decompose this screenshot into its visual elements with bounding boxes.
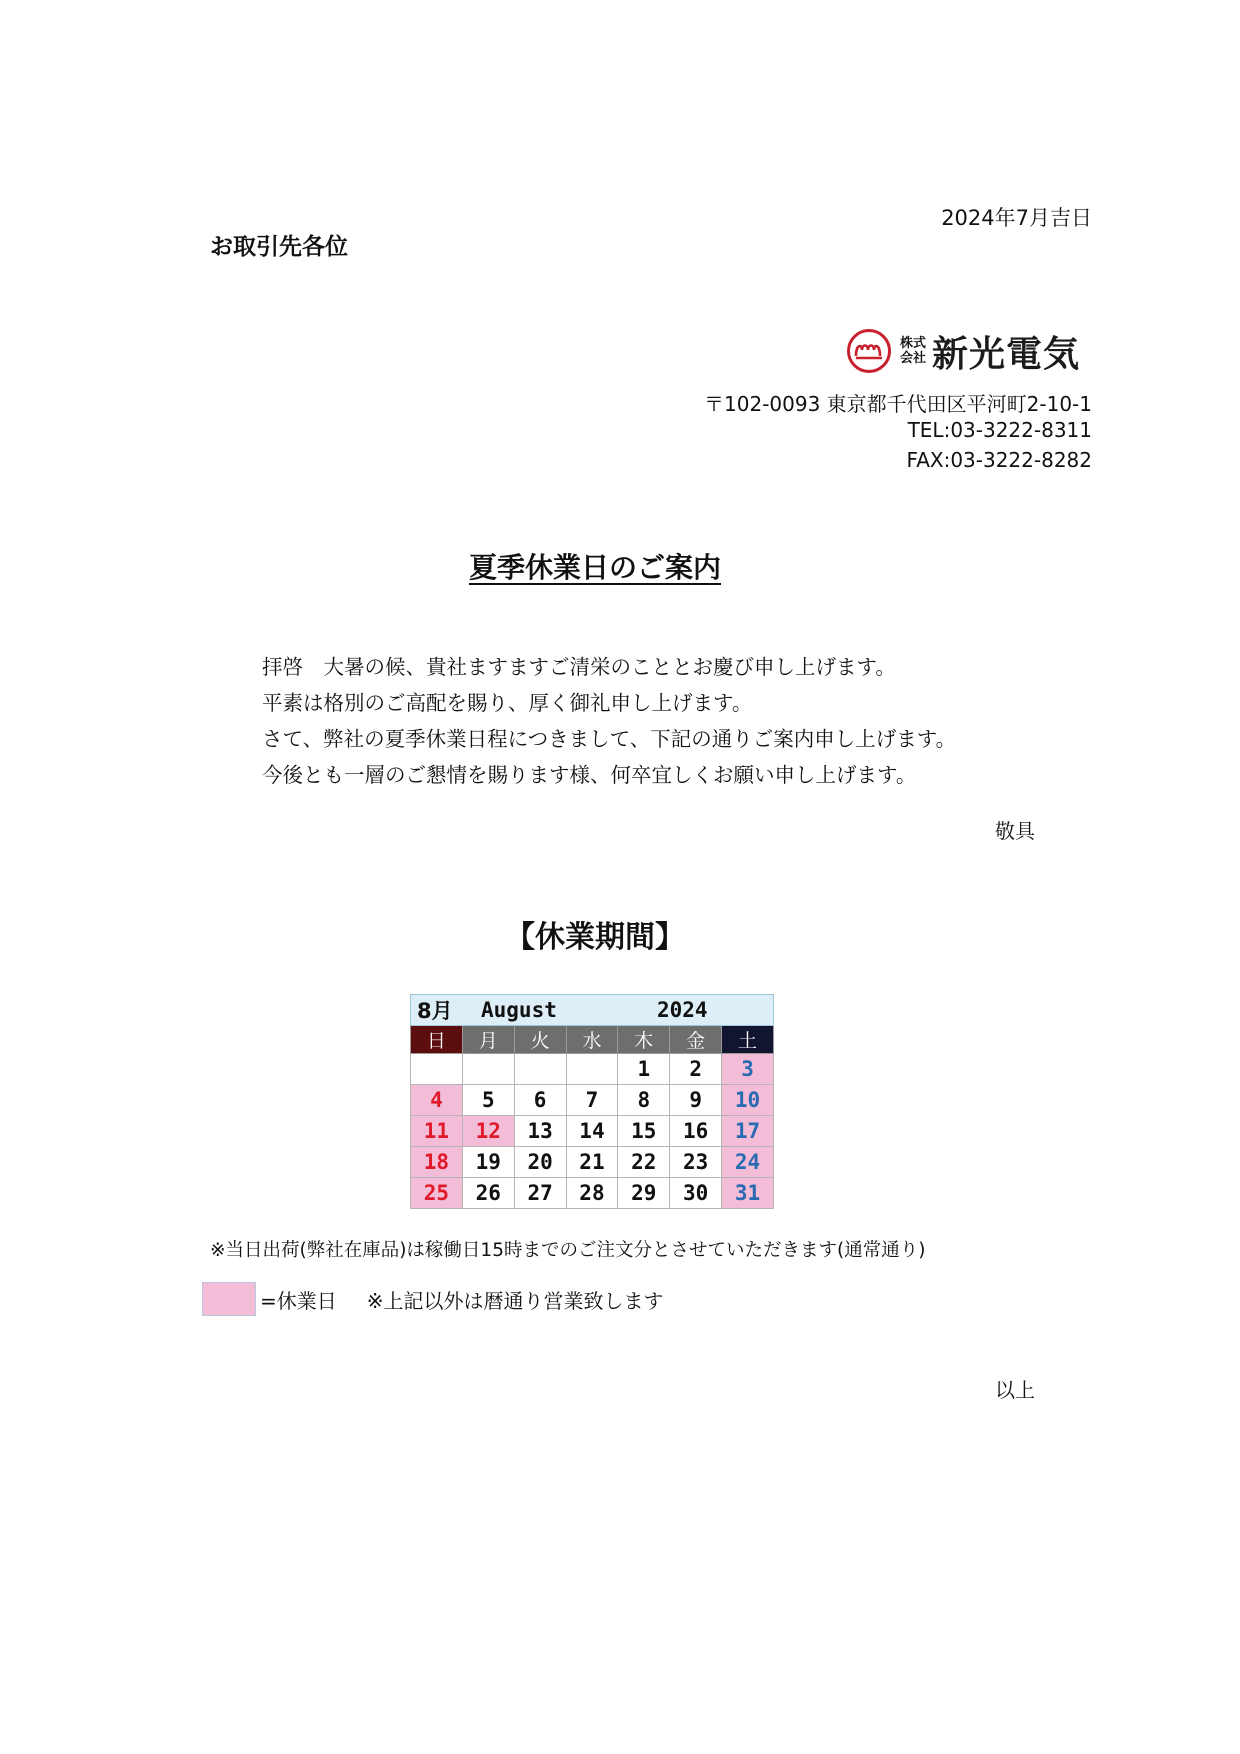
calendar-day: 20 — [514, 1147, 566, 1178]
calendar-day: 7 — [566, 1085, 618, 1116]
calendar-day — [462, 1054, 514, 1085]
document-title: 夏季休業日のご案内 — [468, 551, 721, 584]
body-line-2: 平素は格別のご高配を賜り、厚く御礼申し上げます。 — [262, 691, 753, 715]
weekday-thu: 木 — [618, 1026, 670, 1054]
calendar-day-holiday: 12 — [462, 1116, 514, 1147]
calendar-day — [566, 1054, 618, 1085]
calendar-day: 2 — [670, 1054, 722, 1085]
weekday-wed: 水 — [566, 1026, 618, 1054]
calendar-day: 14 — [566, 1116, 618, 1147]
body-line-3: さて、弊社の夏季休業日程につきまして、下記の通りご案内申し上げます。 — [262, 727, 957, 751]
logo-company-type — [900, 336, 926, 366]
calendar-header — [411, 995, 774, 1026]
legend-label: =休業日 — [260, 1288, 337, 1313]
company-address: 〒102-0093 東京都千代田区平河町2-10-1 — [704, 392, 1092, 416]
company-logo — [846, 326, 1080, 376]
weekday-mon: 月 — [462, 1026, 514, 1054]
recipient: お取引先各位 — [210, 234, 348, 260]
calendar-week — [411, 1147, 774, 1178]
holiday-color-swatch — [202, 1282, 256, 1316]
calendar-day: 19 — [462, 1147, 514, 1178]
body-line-1: 拝啓 大暑の候、貴社ますますご清栄のこととお慶び申し上げます。 — [262, 655, 896, 679]
calendar-day-holiday: 3 — [722, 1054, 774, 1085]
calendar-day: 21 — [566, 1147, 618, 1178]
calendar-day-holiday: 4 — [411, 1085, 463, 1116]
calendar-day: 1 — [618, 1054, 670, 1085]
weekday-sat: 土 — [722, 1026, 774, 1054]
calendar-day-holiday: 18 — [411, 1147, 463, 1178]
calendar-day: 15 — [618, 1116, 670, 1147]
calendar-month-label: 8月 — [417, 999, 453, 1023]
calendar-day-holiday: 17 — [722, 1116, 774, 1147]
calendar-day — [411, 1054, 463, 1085]
calendar-day-holiday: 10 — [722, 1085, 774, 1116]
calendar-day-holiday: 24 — [722, 1147, 774, 1178]
end-mark: 以上 — [995, 1378, 1035, 1402]
body-line-4: 今後とも一層のご懇情を賜ります様、何卒宜しくお願い申し上げます。 — [262, 763, 917, 787]
calendar-day: 8 — [618, 1085, 670, 1116]
company-tel: TEL:03-3222-8311 — [907, 418, 1092, 442]
weekday-tue: 火 — [514, 1026, 566, 1054]
holiday-calendar — [410, 994, 774, 1209]
calendar-day: 28 — [566, 1178, 618, 1209]
calendar-day-holiday: 31 — [722, 1178, 774, 1209]
calendar-day: 27 — [514, 1178, 566, 1209]
company-logo-mark-icon — [846, 328, 892, 374]
calendar-weekday-row — [411, 1026, 774, 1054]
calendar-day: 16 — [670, 1116, 722, 1147]
company-fax: FAX:03-3222-8282 — [906, 448, 1092, 472]
calendar-day: 5 — [462, 1085, 514, 1116]
shipping-note: ※当日出荷(弊社在庫品)は稼働日15時までのご注文分とさせていただきます(通常通り) — [210, 1240, 926, 1261]
document-date: 2024年7月吉日 — [941, 206, 1092, 230]
calendar-week — [411, 1178, 774, 1209]
closing-phrase: 敬具 — [995, 819, 1035, 843]
holiday-legend — [202, 1282, 664, 1316]
legend-note: ※上記以外は暦通り営業致します — [366, 1288, 664, 1313]
logo-small-line2: 会社 — [899, 351, 926, 366]
calendar-day: 29 — [618, 1178, 670, 1209]
calendar-week — [411, 1116, 774, 1147]
calendar-day-holiday: 25 — [411, 1178, 463, 1209]
calendar-day: 9 — [670, 1085, 722, 1116]
calendar-day: 23 — [670, 1147, 722, 1178]
logo-company-name: 新光電気 — [931, 333, 1080, 375]
logo-small-line1: 株式 — [899, 336, 926, 351]
calendar-day: 30 — [670, 1178, 722, 1209]
weekday-fri: 金 — [670, 1026, 722, 1054]
weekday-sun: 日 — [411, 1026, 463, 1054]
calendar-month-name: August — [481, 998, 557, 1022]
calendar-day: 6 — [514, 1085, 566, 1116]
calendar-day: 13 — [514, 1116, 566, 1147]
calendar-week — [411, 1085, 774, 1116]
calendar-year: 2024 — [657, 998, 708, 1022]
calendar-day-holiday: 11 — [411, 1116, 463, 1147]
period-title: 【休業期間】 — [505, 920, 685, 955]
calendar-day — [514, 1054, 566, 1085]
calendar-day: 22 — [618, 1147, 670, 1178]
calendar-week — [411, 1054, 774, 1085]
calendar-day: 26 — [462, 1178, 514, 1209]
